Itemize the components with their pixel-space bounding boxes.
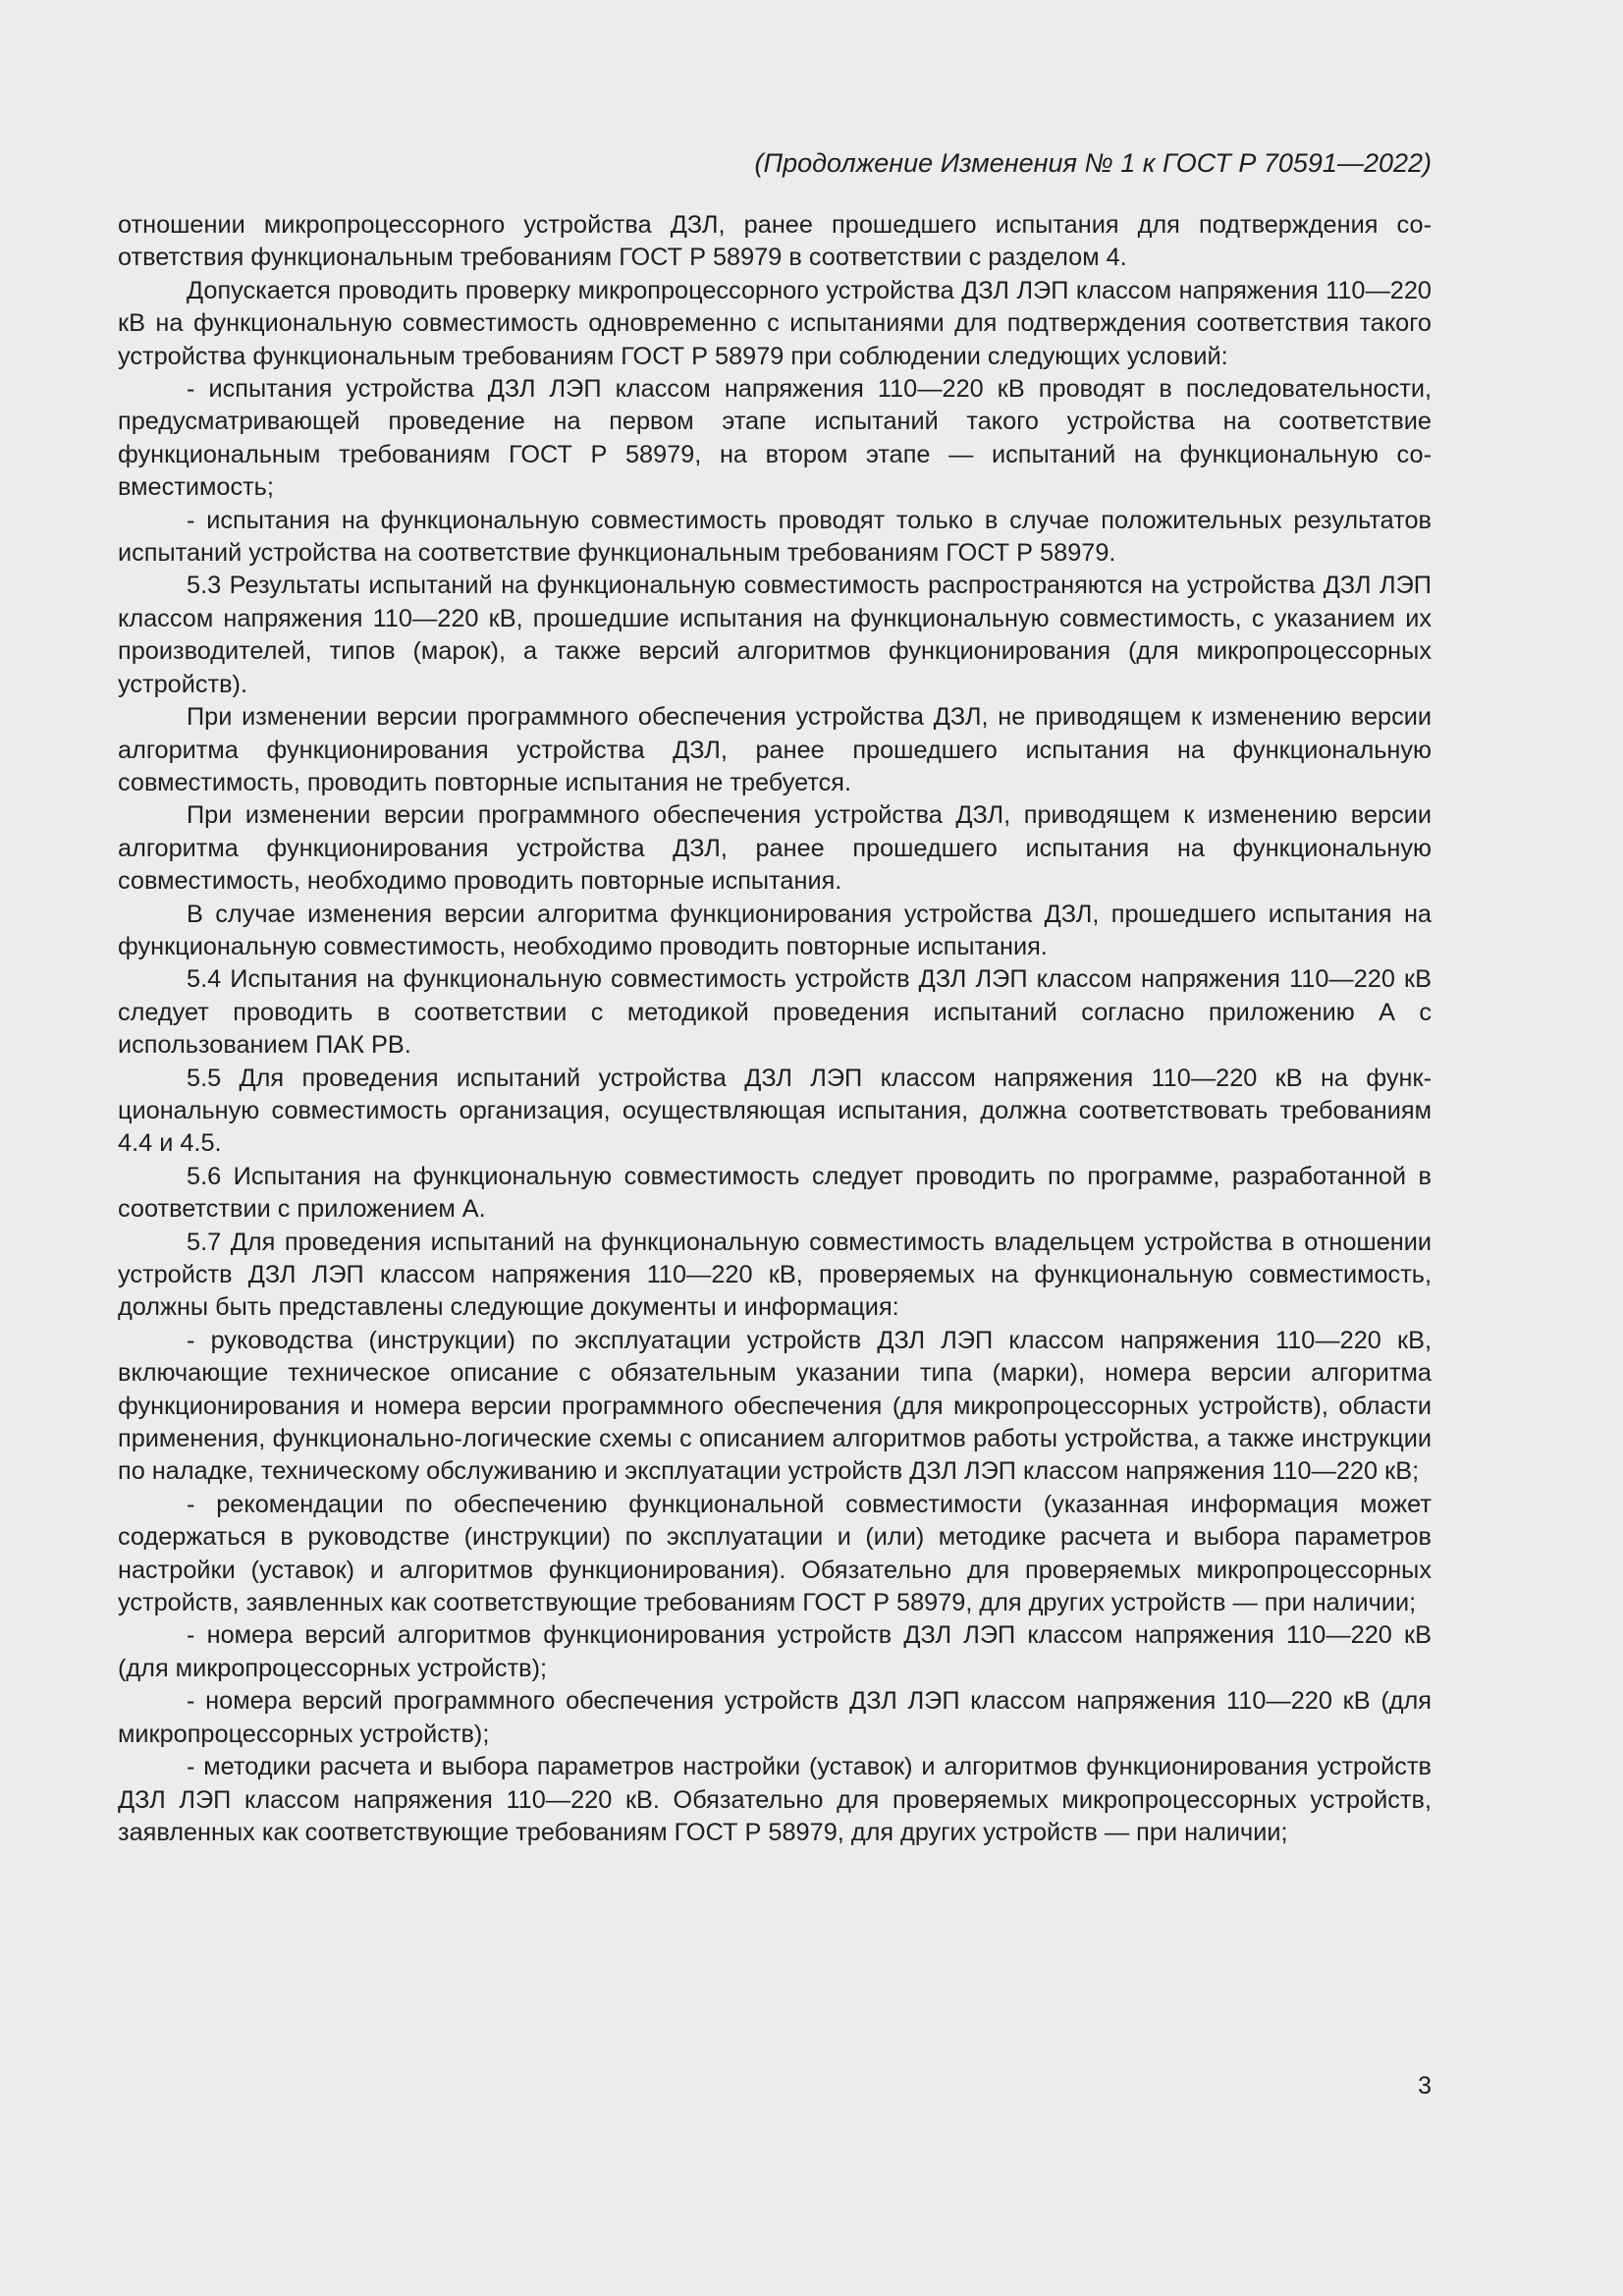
paragraph: В случае изменения версии алгоритма функционирования устройства ДЗЛ, прошедшего испытания на функциональную совместимость, необходимо проводить повторные испытания. (118, 900, 1432, 960)
list-item: - испытания на функциональную совместимость проводят только в случае положительных результатов испытаний устройства на соответствие функциональным требованиям ГОСТ Р 58979. (118, 506, 1432, 568)
clause-5-6: 5.6 Испытания на функциональную совместимость следует проводить по программе, разработанной в соответствии с приложением А. (118, 1162, 1432, 1224)
clause-5-3: 5.3 Результаты испытаний на функциональную совместимость распространяются на устройства ДЗЛ ЛЭП классом напряжения 110—220 кВ, прошедшие испытания на функциональную совместимость, с указанием их производителей, типов (марок), а также версий алгоритмов функционирования (для микропроцессорных устройств). (118, 572, 1432, 698)
page-header-continuation-note: (Продолжение Изменения № 1 к ГОСТ Р 70591—2022) (754, 148, 1432, 178)
list-item: - рекомендации по обеспечению функциональной совместимости (указанная информация может содержаться в руководстве (инструкции) по эксплуатации и (или) методике расчета и выбора параметров настройки (уставок) и алгоритмов функционирования). Обязательно для проверяемых микропроцессорных устройств, заявленных как соответствующие требованиям ГОСТ Р 58979, для других устройств — при наличии; (118, 1490, 1432, 1617)
paragraph: При изменении версии программного обеспечения устройства ДЗЛ, не приводящем к изменению версии алгоритма функционирования устройства ДЗЛ, ранее прошедшего испытания на функциональную совместимость, проводить повторные испытания не требуется. (118, 703, 1432, 796)
paragraph-continuation: отношении микропроцессорного устройства ДЗЛ, ранее прошедшего испытания для подтверждения соответствия функциональным требованиям ГОСТ Р 58979 в соответствии с разделом 4. (118, 211, 1432, 272)
list-item: - номера версий алгоритмов функционирования устройств ДЗЛ ЛЭП классом напряжения 110—220 кВ (для микропроцессорных устройств); (118, 1621, 1432, 1682)
clause-5-4: 5.4 Испытания на функциональную совместимость устройств ДЗЛ ЛЭП классом напряжения 110—220 кВ следует проводить в соответствии с методикой проведения испытаний согласно приложению А с использованием ПАК РВ. (118, 965, 1432, 1060)
list-item: - испытания устройства ДЗЛ ЛЭП классом напряжения 110—220 кВ проводят в последовательности, предусматривающей проведение на первом этапе испытаний такого устройства на соответствие функциональным требованиям ГОСТ Р 58979, на втором этапе — испытаний на функциональную совместимость; (118, 375, 1432, 502)
list-item: - руководства (инструкции) по эксплуатации устройств ДЗЛ ЛЭП классом напряжения 110—220 кВ, включающие техническое описание с обязательным указании типа (марки), номера версии алгоритма функционирования и номера версии программного обеспечения (для микропроцессорных устройств), области применения, функционально-логические схемы с описанием алгоритмов работы устройства, а также инструкции по наладке, техническому обслуживанию и эксплуатации устройств ДЗЛ ЛЭП классом напряжения 110—220 кВ; (118, 1326, 1432, 1486)
list-item: - номера версий программного обеспечения устройств ДЗЛ ЛЭП классом напряжения 110—220 кВ (для микропроцессорных устройств); (118, 1687, 1432, 1748)
page-number: 3 (1418, 2072, 1432, 2100)
document-body (118, 209, 1432, 1849)
paragraph: При изменении версии программного обеспечения устройства ДЗЛ, приводящем к изменению версии алгоритма функционирования устройства ДЗЛ, ранее прошедшего испытания на функциональную совместимость, необходимо проводить повторные испытания. (118, 801, 1432, 896)
list-item: - методики расчета и выбора параметров настройки (уставок) и алгоритмов функционирования устройств ДЗЛ ЛЭП классом напряжения 110—220 кВ. Обязательно для проверяемых микропроцессорных устройств, заявленных как соответствующие требованиям ГОСТ Р 58979, для других устройств — при наличии; (118, 1753, 1432, 1846)
clause-5-5: 5.5 Для проведения испытаний устройства ДЗЛ ЛЭП классом напряжения 110—220 кВ на функциональную совместимость организация, осуществляющая испытания, должна соответствовать требованиям 4.4 и 4.5. (118, 1064, 1432, 1158)
paragraph: Допускается проводить проверку микропроцессорного устройства ДЗЛ ЛЭП классом напряжения 110—220 кВ на функциональную совместимость одновременно с испытаниями для подтверждения соответствия такого устройства функциональным требованиям ГОСТ Р 58979 при соблюдении следующих условий: (118, 276, 1432, 370)
clause-5-7: 5.7 Для проведения испытаний на функциональную совместимость владельцем устройства в отношении устройств ДЗЛ ЛЭП классом напряжения 110—220 кВ, проверяемых на функциональную совместимость, должны быть представлены следующие документы и информация: (118, 1228, 1432, 1322)
